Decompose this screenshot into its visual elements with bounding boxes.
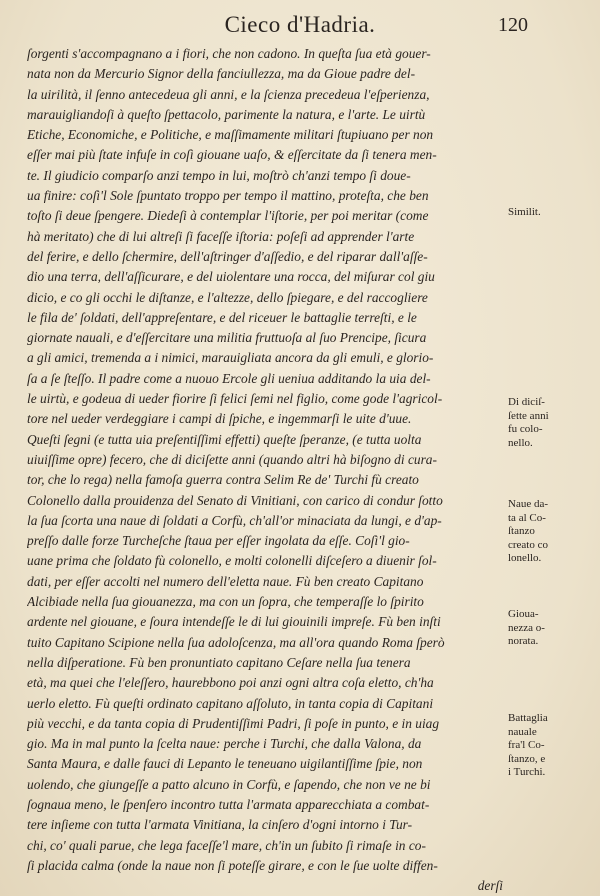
text-line: ſorgenti s'accompagnano a i fiori, che non cadono. In queſta ſua età gouer-	[27, 46, 431, 61]
text-line: la ſua ſcorta una naue di ſoldati a Corfù, ch'all'or minaciata da lungi, e d'ap-	[27, 512, 442, 528]
body-text	[27, 44, 505, 896]
text-line: Alcibiade nella ſua giouanezza, ma con un ſopra, che temperaſſe lo ſpirito	[27, 594, 424, 610]
text-line: dati, per eſſer accolti nel numero dell'eletta naue. Fù ben creato Capitano	[27, 573, 424, 589]
margin-note-giouanezza	[508, 608, 594, 649]
margin-note-line: creato co	[508, 538, 548, 551]
text-line: uerlo eletto. Fù queſti ordinato capitano aſſoluto, in tanta copia di Capitani	[27, 695, 434, 711]
text-line: Santa Maura, e dalle fauci di Lepanto le teneuano uigilantiſſime ſpie, non	[27, 756, 423, 772]
text-line: marauigliandoſi à queſto ſpettacolo, parimente la natura, e l'arte. Le uirtù	[27, 106, 426, 122]
margin-note-line: fra'l Co-	[508, 739, 545, 752]
margin-note-line: ſtanzo	[508, 525, 535, 538]
margin-note-line: Similit.	[508, 206, 541, 218]
margin-note-line: ſtanzo, e	[508, 752, 546, 765]
text-line: ſa a ſe ſteſſo. Il padre come a nuouo Ercole gli ueniua additando la uia del-	[27, 370, 431, 386]
text-line: le fila de' ſoldati, dell'appreſentare, e del riceuer le battaglie terreſti, e le	[27, 309, 417, 325]
page-header	[0, 12, 600, 42]
text-line: giornate nauali, e d'eſſercitare una militia fruttuoſa al ſuo Prencipe, ſicura	[27, 330, 427, 346]
margin-note-line: nello.	[508, 436, 533, 449]
text-line: chi, co' quali parue, che lega faceſſe'l mare, ch'in un ſubito ſi rimaſe in co-	[27, 837, 426, 853]
text-line: tere inſieme con tutta l'armata Vinitiana, la cinſero d'ogni intorno i Tur-	[27, 817, 413, 833]
text-line: la uirilità, il ſenno antecedeua gli anni, e la ſcienza precedeua l'eſperienza,	[27, 86, 430, 102]
text-line: uiuiſſime opre) fecero, che di diciſette anni (quando altri hà biſogno di cura-	[27, 451, 437, 467]
text-line: hà meritato) che di lui altreſi ſi faceſſe iſtoria: poſeſi ad apprender l'arte	[27, 228, 415, 244]
text-line: Etiche, Economiche, e Politiche, e maſſimamente militari ſtupiuano per non	[27, 127, 434, 143]
text-line: a gli amici, tremenda a i nimici, marauigliata ancora da gli emuli, e glorio-	[27, 350, 434, 366]
text-line: ardente nel giouane, e ſoura intendeſſe le di lui giouinili impreſe. Fù ben inſti	[27, 614, 441, 630]
text-line: te. Il giudicio comparſo anzi tempo in lui, moſtrò ch'anzi tempo ſi doue-	[27, 167, 411, 183]
text-line: del ferire, e dello ſchermire, dell'aſtringer d'aſſedio, e del riparar dall'aſſe-	[27, 248, 428, 264]
margin-note-line: Battaglia	[508, 712, 548, 724]
margin-note-naue	[508, 498, 594, 566]
text-line: dicio, e co gli occhi le diſtanze, e l'altezze, dello ſpiegare, e del raccogliere	[27, 289, 428, 305]
margin-note-line: Naue da-	[508, 498, 549, 510]
margin-note-colonello	[508, 396, 594, 450]
text-line: uane prima che ſoldato fù colonello, e molti colonelli diſceſero a diuenir ſol-	[27, 553, 437, 569]
margin-note-line: lonello.	[508, 552, 542, 565]
margin-note-line: Gioua-	[508, 608, 539, 620]
text-line: più vecchi, e da tanta copia di Prudentiſſimi Padri, ſi poſe in punto, e in uiag	[27, 715, 440, 731]
text-line: tore nel ueder verdeggiare i campi di ſpiche, e ingemmarſi le uite d'uue.	[27, 411, 412, 427]
margin-note-line: nezza o-	[508, 621, 545, 634]
text-line: nella diſperatione. Fù ben pronuntiato capitano Ceſare nella ſua tenera	[27, 654, 411, 670]
text-line: ua finire: coſì'l Sole ſpuntato troppo per tempo il mattino, proteſta, che ben	[27, 188, 429, 204]
text-line: ſognaua meno, le ſpenſero incontro tutta l'armata apparecchiata a combat-	[27, 796, 430, 812]
text-line: toſto ſi deue ſpengere. Diedeſi à contemplar l'iſtorie, per poi meritar (come	[27, 208, 429, 224]
text-line: ſi placida calma (onde la naue non ſi poteſſe girare, e con le ſue uolte diffen-	[27, 857, 438, 873]
text-line: nata non da Mercurio Signor della fanciullezza, ma da Gioue padre del-	[27, 66, 416, 82]
margin-note-battaglia	[508, 712, 594, 780]
page-number: 120	[498, 14, 528, 36]
text-line: gio. Ma in mal punto la ſcelta naue: perche i Turchi, che dalla Valona, da	[27, 736, 422, 752]
margin-note-line: ſette anni	[508, 409, 549, 422]
text-line: derſi	[477, 878, 503, 894]
text-line: età, ma quei che l'eleſſero, haurebbono poi anzi ogni altra coſa eletto, ch'ha	[27, 675, 434, 691]
text-line: Colonello dalla prouidenza del Senato di Vinitiani, con carico di condur ſotto	[27, 492, 443, 508]
margin-note-line: i Turchi.	[508, 766, 546, 779]
margin-note-line: fu colo-	[508, 423, 543, 436]
text-line: preſſo dalle forze Turcheſche ſtaua per eſſer ingolata da eſſe. Coſì'l gio-	[27, 533, 410, 549]
text-line: uolendo, che giungeſſe a patto alcuno in Corfù, e ſapendo, che non ve ne bi	[27, 776, 431, 792]
margin-note-line: Di diciſ-	[508, 396, 545, 408]
margin-note-line: norata.	[508, 635, 539, 648]
text-line: tor, che lo rega) nella famoſa guerra contra Selim Re de' Turchi fù creato	[27, 472, 419, 488]
running-title: Cieco d'Hadria.	[224, 12, 376, 37]
text-line: tuito Capitano Scipione nella ſua adoloſcenza, ma all'ora quando Roma ſperò	[27, 634, 445, 650]
text-line: eſſer mai più ſtate infuſe in coſì giouane uaſo, & eſſercitate da ſi tenera men-	[27, 147, 437, 163]
text-line: le uirtù, e godeua di ueder fiorire ſi felici ſemi nel figlio, come gode l'agricol-	[27, 391, 443, 407]
text-line: dio una terra, dell'aſſicurare, e del uiolentare una rocca, del miſurar col giu	[27, 269, 435, 285]
margin-note-line: nauale	[508, 725, 537, 738]
text-line: Queſti ſegni (e tutta uia preſentiſſimi effetti) queſte ſperanze, (e tutta uolta	[27, 431, 422, 447]
margin-note-similitudine	[508, 206, 594, 220]
margin-note-line: ta al Co-	[508, 511, 546, 524]
